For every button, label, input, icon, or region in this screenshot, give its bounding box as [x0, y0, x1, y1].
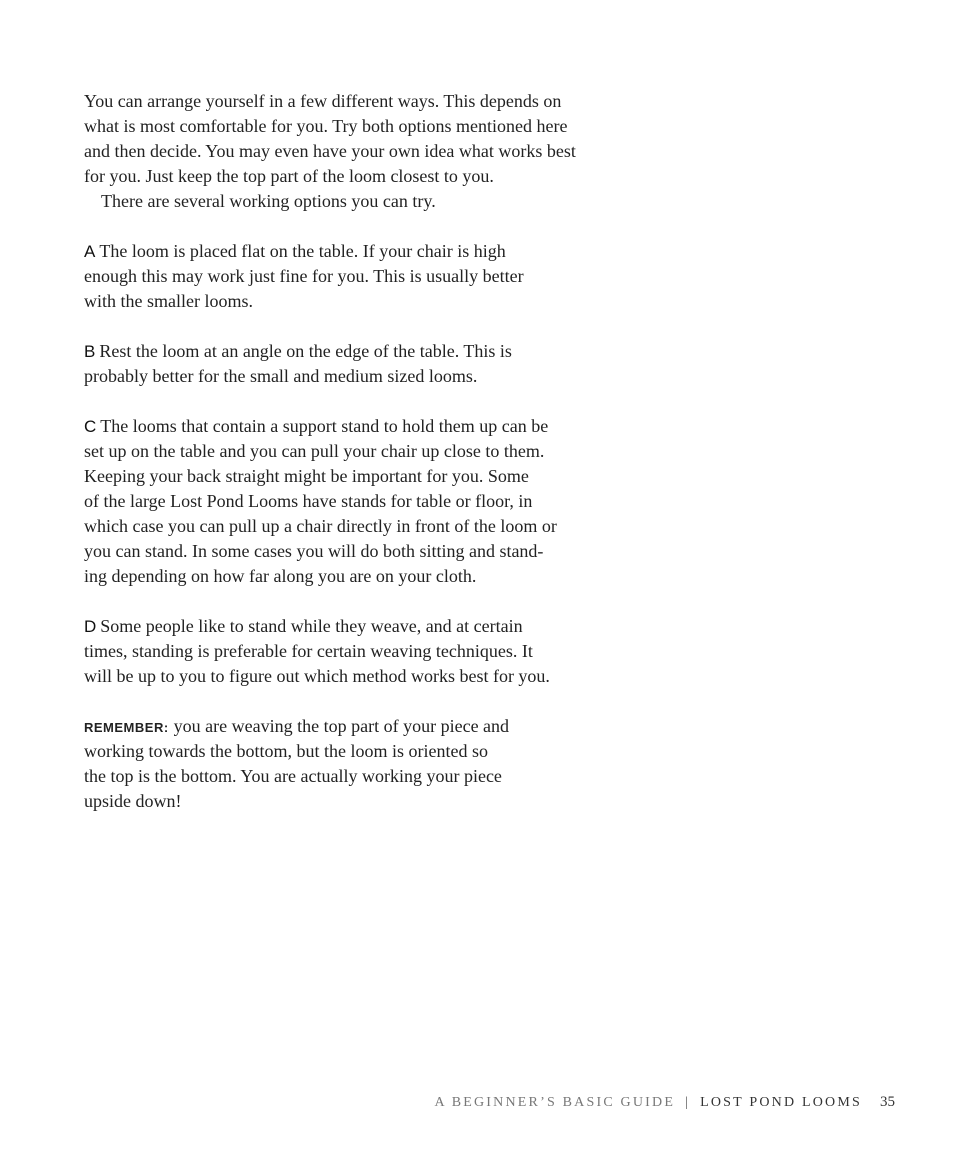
option-label: A — [84, 242, 96, 261]
page-number: 35 — [880, 1094, 895, 1110]
line-text: which case you can pull up a chair directly in front of the loom or — [84, 516, 557, 536]
option-paragraph-d — [84, 614, 624, 689]
footer-separator: | — [685, 1095, 691, 1110]
remember-note — [84, 714, 624, 814]
option-paragraph-a — [84, 239, 624, 314]
page-body — [84, 89, 624, 839]
text-line — [84, 714, 624, 739]
line-text: ing depending on how far along you are on your cloth. — [84, 566, 477, 586]
text-line — [84, 664, 624, 689]
text-line: what is most comfortable for you. Try both options mentioned here — [84, 116, 568, 136]
line-text: the top is the bottom. You are actually working your piece — [84, 766, 502, 786]
intro-paragraph — [84, 89, 624, 214]
option-label: D — [84, 617, 97, 636]
text-line — [84, 239, 624, 264]
text-line — [84, 639, 624, 664]
text-line — [84, 464, 624, 489]
line-text: Rest the loom at an angle on the edge of the table. This is — [99, 341, 512, 361]
line-text: set up on the table and you can pull your chair up close to them. — [84, 441, 545, 461]
text-line: There are several working options you can try. — [101, 191, 436, 211]
line-text: will be up to you to figure out which method works best for you. — [84, 666, 550, 686]
remember-label: REMEMBER: — [84, 720, 169, 735]
text-line — [84, 764, 624, 789]
line-text: The looms that contain a support stand to hold them up can be — [100, 416, 549, 436]
line-text: working towards the bottom, but the loom is oriented so — [84, 741, 488, 761]
option-label: C — [84, 417, 97, 436]
text-line: and then decide. You may even have your own idea what works best — [84, 141, 576, 161]
option-label: B — [84, 342, 96, 361]
line-text: you can stand. In some cases you will do both sitting and stand- — [84, 541, 544, 561]
text-line — [84, 514, 624, 539]
text-line — [84, 339, 624, 364]
footer-brand: LOST POND LOOMS — [700, 1095, 862, 1110]
line-text: The loom is placed flat on the table. If your chair is high — [99, 241, 506, 261]
line-text: Keeping your back straight might be important for you. Some — [84, 466, 529, 486]
text-line — [84, 264, 624, 289]
text-line — [84, 439, 624, 464]
text-line — [84, 614, 624, 639]
line-text: times, standing is preferable for certain weaving techniques. It — [84, 641, 533, 661]
footer-guide-title: A BEGINNER’S BASIC GUIDE — [434, 1095, 676, 1110]
line-text: enough this may work just fine for you. This is usually better — [84, 266, 524, 286]
text-line: You can arrange yourself in a few different ways. This depends on — [84, 91, 562, 111]
text-line — [84, 289, 624, 314]
text-line — [84, 739, 624, 764]
text-line — [84, 564, 624, 589]
option-paragraph-b — [84, 339, 624, 389]
text-line: for you. Just keep the top part of the loom closest to you. — [84, 166, 494, 186]
line-text: of the large Lost Pond Looms have stands for table or floor, in — [84, 491, 533, 511]
option-paragraph-c — [84, 414, 624, 589]
text-line — [84, 789, 624, 814]
line-text: with the smaller looms. — [84, 291, 253, 311]
page-footer — [434, 1092, 895, 1113]
line-text: you are weaving the top part of your piece and — [173, 716, 510, 736]
text-line — [84, 364, 624, 389]
line-text: Some people like to stand while they weave, and at certain — [100, 616, 523, 636]
line-text: upside down! — [84, 791, 182, 811]
text-line — [84, 414, 624, 439]
line-text: probably better for the small and medium sized looms. — [84, 366, 478, 386]
text-line — [84, 539, 624, 564]
text-line — [84, 489, 624, 514]
